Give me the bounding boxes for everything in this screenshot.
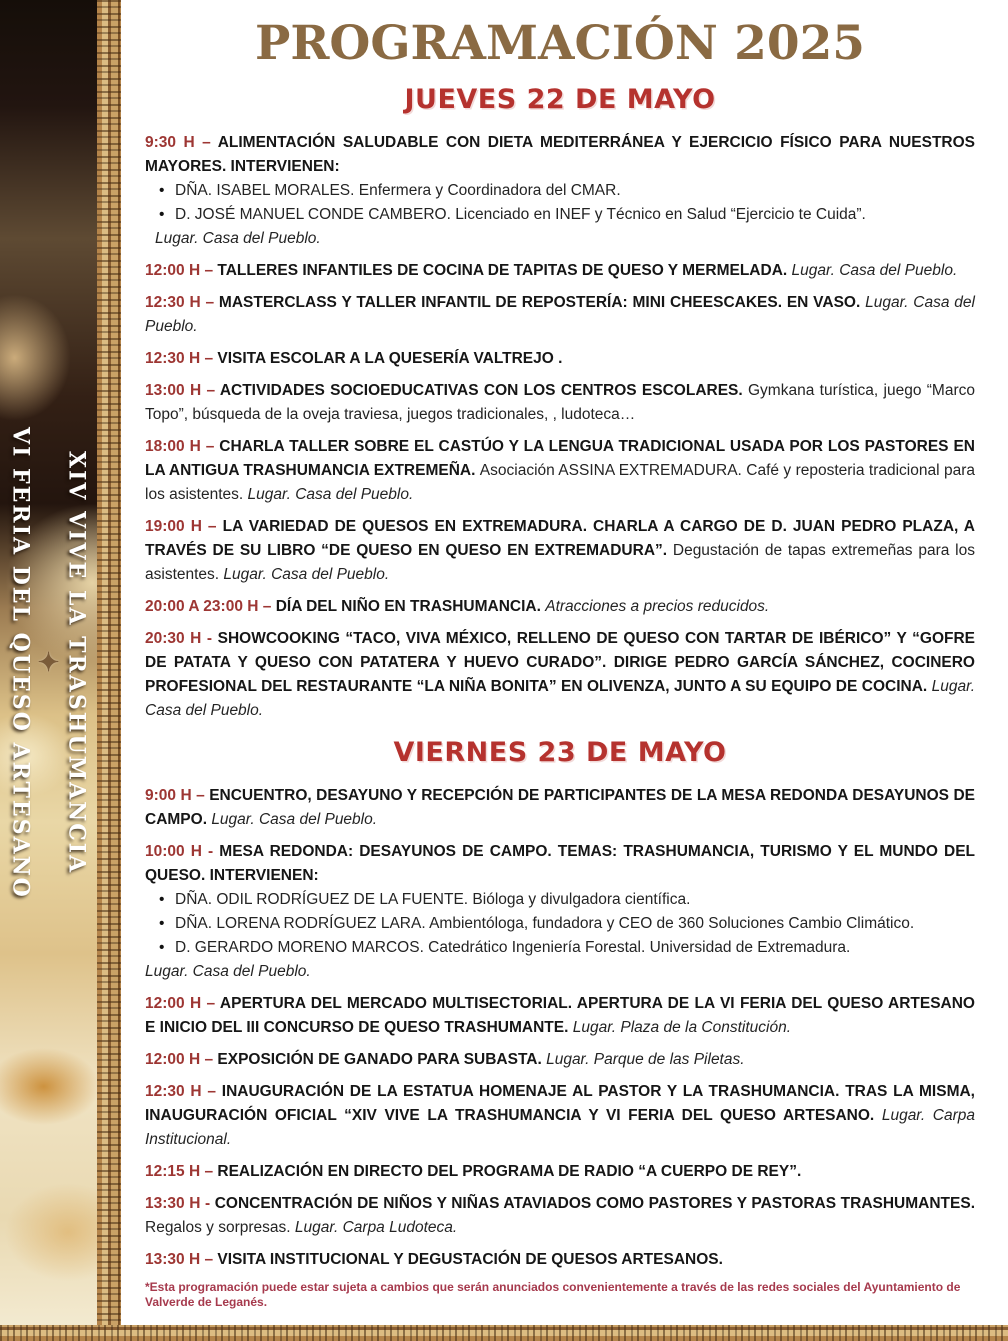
event-item [145, 627, 975, 723]
event-item [145, 347, 975, 371]
event-paragraph [145, 1248, 975, 1272]
text-segment-b: TALLERES INFANTILES DE COCINA DE TAPITAS DE QUESO Y MERMELADA. [217, 261, 792, 279]
text-segment-time: 20:30 H - [145, 629, 218, 647]
burlap-strip-bottom [0, 1325, 1008, 1341]
bullet-icon: • [159, 914, 165, 932]
text-segment-i: Lugar. Casa del Pueblo. [145, 677, 975, 719]
banner-text-trashumancia: XIV VIVE LA TRASHUMANCIA [63, 450, 90, 875]
text-segment-time: 18:00 H – [145, 437, 220, 455]
burlap-strip-vertical [97, 0, 121, 1341]
text-segment-time: 13:30 H – [145, 1250, 218, 1268]
event-paragraph [145, 992, 975, 1040]
text-segment-i: Lugar. Casa del Pueblo. [145, 962, 311, 980]
four-point-star-icon: ✦ [33, 647, 64, 678]
text-segment-r: D. JOSÉ MANUEL CONDE CAMBERO. Licenciado en INEF y Técnico en Salud “Ejercicio te Cuida”. [175, 205, 866, 223]
text-segment-time: 12:30 H – [145, 293, 219, 311]
text-segment-r: DÑA. LORENA RODRÍGUEZ LARA. Ambientóloga, fundadora y CEO de 360 Soluciones Cambio Climático. [175, 914, 915, 932]
event-bullet [145, 179, 975, 203]
event-paragraph [145, 515, 975, 587]
event-bullet [145, 888, 975, 912]
text-segment-i: Lugar. Casa del Pueblo. [247, 485, 414, 503]
text-segment-time: 20:00 A 23:00 H – [145, 597, 276, 615]
event-paragraph [145, 840, 975, 888]
text-segment-i: Lugar. Carpa Ludoteca. [294, 1218, 458, 1236]
event-paragraph [145, 259, 975, 283]
day-heading: JUEVES 22 DE MAYO [404, 83, 716, 115]
text-segment-b: ALIMENTACIÓN SALUDABLE CON DIETA MEDITERRÁNEA Y EJERCICIO FÍSICO PARA NUESTROS MAYORES. INTERVIENEN: [145, 133, 976, 175]
event-item [145, 379, 975, 427]
text-segment-i: Lugar. Parque de las Piletas. [546, 1050, 745, 1068]
text-segment-i: Lugar. Casa del Pueblo. [145, 293, 975, 335]
text-segment-b: ENCUENTRO, DESAYUNO Y RECEPCIÓN DE PARTICIPANTES DE LA MESA REDONDA DESAYUNOS DE CAMPO. [145, 786, 975, 828]
text-segment-r: Regalos y sorpresas. [145, 1218, 295, 1236]
event-item [145, 259, 975, 283]
text-segment-b: SHOWCOOKING “TACO, VIVA MÉXICO, RELLENO DE QUESO CON TARTAR DE IBÉRICO” Y “GOFRE DE PATATA Y QUESO CON PATATERA Y HUEVO CURADO”. DIRIGE PEDRO GARCÍA SÁNCHEZ, COCINERO PROFESIONAL DEL RESTAURANTE “LA NIÑA BONITA” EN OLIVENZA, JUNTO A SU EQUIPO DE COCINA. [145, 629, 976, 695]
text-segment-b: INAUGURACIÓN DE LA ESTATUA HOMENAJE AL PASTOR Y LA TRASHUMANCIA. TRAS LA MISMA, INAUGURACIÓN OFICIAL “XIV VIVE LA TRASHUMANCIA Y VI FERIA DEL QUESO ARTESANO. [145, 1082, 975, 1124]
day-section [145, 737, 975, 1272]
event-paragraph [145, 227, 975, 251]
text-segment-r: DÑA. ISABEL MORALES. Enfermera y Coordinadora del CMAR. [175, 181, 621, 199]
text-segment-b: REALIZACIÓN EN DIRECTO DEL PROGRAMA DE RADIO “A CUERPO DE REY”. [217, 1162, 802, 1180]
text-segment-time: 9:00 H – [145, 786, 210, 804]
event-item [145, 992, 975, 1040]
event-item [145, 515, 975, 587]
text-segment-i: Lugar. Casa del Pueblo. [223, 565, 390, 583]
text-segment-b: VISITA ESCOLAR A LA QUESERÍA VALTREJO . [217, 349, 563, 367]
event-paragraph [145, 1192, 975, 1240]
event-paragraph [145, 347, 975, 371]
event-paragraph [145, 435, 975, 507]
banner-text-feria-queso: VI FERIA DEL QUESO ARTESANO [7, 426, 34, 899]
text-segment-time: 13:00 H – [145, 381, 220, 399]
bullet-icon: • [159, 181, 165, 199]
event-item [145, 595, 975, 619]
event-item [145, 1080, 975, 1152]
text-segment-i: Lugar. Casa del Pueblo. [791, 261, 958, 279]
text-segment-b: LA VARIEDAD DE QUESOS EN EXTREMADURA. CHARLA A CARGO DE D. JUAN PEDRO PLAZA, A TRAVÉS DE SU LIBRO “DE QUESO EN QUESO EN EXTREMADURA”. [145, 517, 975, 559]
text-segment-b: ACTIVIDADES SOCIOEDUCATIVAS CON LOS CENTROS ESCOLARES. [219, 381, 748, 399]
event-paragraph [145, 627, 975, 723]
bullet-icon: • [159, 890, 165, 908]
event-item [145, 435, 975, 507]
text-segment-i: Lugar. Plaza de la Constitución. [572, 1018, 791, 1036]
event-item [145, 1248, 975, 1272]
text-segment-time: 10:00 H - [145, 842, 220, 860]
event-paragraph [145, 291, 975, 339]
event-paragraph [145, 1080, 975, 1152]
event-bullet [145, 936, 975, 960]
text-segment-time: 12:00 H – [145, 1050, 218, 1068]
text-segment-b: EXPOSICIÓN DE GANADO PARA SUBASTA. [217, 1050, 547, 1068]
event-item [145, 131, 975, 251]
text-segment-time: 13:30 H - [145, 1194, 215, 1212]
bullet-icon: • [159, 205, 165, 223]
text-segment-b: VISITA INSTITUCIONAL Y DEGUSTACIÓN DE QUESOS ARTESANOS. [217, 1250, 723, 1268]
event-item [145, 1048, 975, 1072]
text-segment-r: Gymkana turística, juego “Marco Topo”, búsqueda de la oveja traviesa, juegos tradicionales, , ludoteca… [145, 381, 975, 423]
text-segment-time: 9:30 H – [145, 133, 218, 151]
text-segment-r: D. GERARDO MORENO MARCOS. Catedrático Ingeniería Forestal. Universidad de Extremadura. [175, 938, 851, 956]
banner-vertical-text [0, 0, 97, 1325]
text-segment-b: CONCENTRACIÓN DE NIÑOS Y NIÑAS ATAVIADOS COMO PASTORES Y PASTORAS TRASHUMANTES. [214, 1194, 975, 1212]
text-segment-b: DÍA DEL NIÑO EN TRASHUMANCIA. [275, 597, 546, 615]
days-container [145, 84, 975, 1272]
text-segment-time: 19:00 H – [145, 517, 223, 535]
page-title: PROGRAMACIÓN 2025 [255, 16, 865, 71]
event-paragraph [145, 379, 975, 427]
text-segment-i: Lugar. Casa del Pueblo. [211, 810, 378, 828]
text-segment-r: Degustación de tapas extremeñas para los asistentes. [145, 541, 975, 583]
bullet-icon: • [159, 938, 165, 956]
cheese-photo-banner [0, 0, 97, 1325]
text-segment-time: 12:00 H – [145, 261, 218, 279]
event-item [145, 291, 975, 339]
text-segment-b: MESA REDONDA: DESAYUNOS DE CAMPO. TEMAS: TRASHUMANCIA, TURISMO Y EL MUNDO DEL QUESO. INTERVIENEN: [145, 842, 975, 884]
text-segment-time: 12:00 H – [145, 994, 220, 1012]
event-bullet [145, 203, 975, 227]
event-paragraph [145, 595, 975, 619]
programme-content [121, 0, 1008, 1325]
event-bullet [145, 912, 975, 936]
text-segment-b: CHARLA TALLER SOBRE EL CASTÚO Y LA LENGUA TRADICIONAL USADA POR LOS PASTORES EN LA ANTIGUA TRASHUMANCIA EXTREMEÑA. [145, 437, 975, 479]
event-paragraph [145, 131, 975, 179]
event-item [145, 840, 975, 984]
event-paragraph [145, 1160, 975, 1184]
text-segment-b: MASTERCLASS Y TALLER INFANTIL DE REPOSTERÍA: MINI CHEESCAKES. EN VASO. [218, 293, 866, 311]
text-segment-i: Atracciones a precios reducidos. [545, 597, 770, 615]
text-segment-time: 12:15 H – [145, 1162, 218, 1180]
event-item [145, 784, 975, 832]
event-item [145, 1160, 975, 1184]
event-item [145, 1192, 975, 1240]
text-segment-b: APERTURA DEL MERCADO MULTISECTORIAL. APERTURA DE LA VI FERIA DEL QUESO ARTESANO E INICIO DEL III CONCURSO DE QUESO TRASHUMANTE. [145, 994, 975, 1036]
text-segment-i: Lugar. Casa del Pueblo. [155, 229, 321, 247]
text-segment-r: Asociación ASSINA EXTREMADURA. Café y reposteria tradicional para los asistentes. [145, 461, 975, 503]
day-section [145, 84, 975, 723]
text-segment-i: Lugar. Carpa Institucional. [145, 1106, 975, 1148]
text-segment-time: 12:30 H – [145, 1082, 222, 1100]
day-heading: VIERNES 23 DE MAYO [393, 736, 727, 768]
event-paragraph [145, 960, 975, 984]
text-segment-time: 12:30 H – [145, 349, 218, 367]
event-paragraph [145, 784, 975, 832]
text-segment-r: DÑA. ODIL RODRÍGUEZ DE LA FUENTE. Bióloga y divulgadora científica. [175, 890, 691, 908]
disclaimer-note: *Esta programación puede estar sujeta a cambios que serán anunciados convenientemente a través de las redes sociales del Ayuntamiento de Valverde de Leganés. [145, 1279, 961, 1310]
event-paragraph [145, 1048, 975, 1072]
